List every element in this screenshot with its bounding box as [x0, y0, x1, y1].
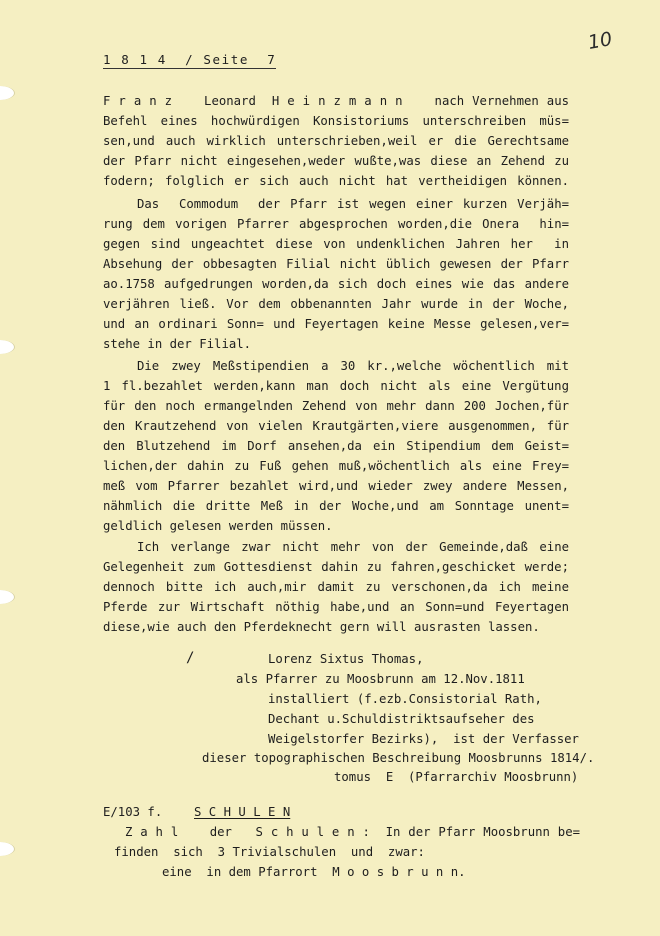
text-line: eine in dem Pfarrort M o o s b r u n n. [162, 865, 466, 879]
note-line: dieser topographischen Beschreibung Moosbrunns 1814/. [202, 751, 595, 765]
text-line: rung dem vorigen Pfarrer abgesprochen worden,die Onera hin= [103, 217, 569, 231]
text-line: lichen,der dahin zu Fuß gehen muß,wöchentlich als eine Frey= [103, 459, 569, 473]
section-title: S C H U L E N [194, 805, 291, 819]
text-line: Absehung der obbesagten Filial nicht üblich gewesen der Pfarr [103, 257, 569, 271]
punch-hole [0, 86, 15, 100]
text-line: finden sich 3 Trivialschulen und zwar: [114, 845, 425, 859]
folio-number: 10 [586, 28, 614, 54]
note-line: tomus E (Pfarrarchiv Moosbrunn) [334, 770, 579, 784]
text-line: dennoch bitte ich auch,mir damit zu verschonen,da ich meine [103, 580, 569, 594]
punch-hole [0, 340, 15, 354]
note-line: installiert (f.ezb.Consistorial Rath, [268, 692, 542, 706]
note-line: Dechant u.Schuldistriktsaufseher des [268, 712, 535, 726]
punch-hole [0, 590, 15, 604]
page-header: 1 8 1 4 / Seite 7 [103, 52, 277, 67]
text-line: ao.1758 aufgedrungen worden,da sich doch eines wie das andere [103, 277, 569, 291]
text-line: gegen sind ungeachtet diese von undenklichen Jahren her in [103, 237, 569, 251]
text-line: verjähren ließ. Vor dem obbenannten Jahr wurde in der Woche, [103, 297, 569, 311]
text-line: sen,und auch wirklich unterschrieben,weil er die Gerechtsame [103, 134, 569, 148]
text-line: und an ordinari Sonn= und Feyertagen keine Messe gelesen,ver= [103, 317, 569, 331]
text-line: der Pfarr nicht eingesehen,weder wußte,was diese an Zehend zu [103, 154, 569, 168]
text-line: den Blutzehend im Dorf ansehen,da ein Stipendium dem Geist= [103, 439, 569, 453]
section-reference: E/103 f. [103, 805, 163, 819]
text-line: für den noch ermangelnden Zehend von mehr dann 200 Jochen,für [103, 399, 569, 413]
text-line: fodern; folglich er sich auch nicht hat vertheidigen können. [103, 174, 569, 188]
text-line: Gelegenheit zum Gottesdienst dahin zu fahren,geschicket werde; [103, 560, 569, 574]
text-line: Die zwey Meßstipendien a 30 kr.,welche wöchentlich mit [137, 359, 569, 373]
text-line: Z a h l der S c h u l e n : In der Pfarr Moosbrunn be= [125, 825, 580, 839]
punch-hole [0, 842, 15, 856]
text-line: 1 fl.bezahlet werden,kann man doch nicht als eine Vergütung [103, 379, 569, 393]
text-line: Befehl eines hochwürdigen Konsistoriums unterschreiben müs= [103, 114, 569, 128]
text-line: nähmlich die dritte Meß in der Woche,und am Sonntage unent= [103, 499, 569, 513]
text-line: Ich verlange zwar nicht mehr von der Gemeinde,daß eine [137, 540, 569, 554]
note-line: als Pfarrer zu Moosbrunn am 12.Nov.1811 [236, 672, 525, 686]
note-line: Lorenz Sixtus Thomas, [268, 652, 424, 666]
slash-mark: / [186, 650, 195, 666]
text-line: Pferde zur Wirtschaft nöthig habe,und an Sonn=und Feyertagen [103, 600, 569, 614]
text-line: meß vom Pfarrer bezahlet wird,und wieder zwey andere Messen, [103, 479, 569, 493]
text-line: F r a n z Leonard H e i n z m a n n nach Vernehmen aus [103, 94, 569, 108]
text-line: Das Commodum der Pfarr ist wegen einer kurzen Verjäh= [137, 197, 569, 211]
text-line: den Krautzehend von vielen Krautgärten,viere ausgenommen, für [103, 419, 569, 433]
text-line: diese,wie auch den Pferdeknecht gern will ausrasten lassen. [103, 620, 540, 634]
text-line: stehe in der Filial. [103, 337, 252, 351]
note-line: Weigelstorfer Bezirks), ist der Verfasser [268, 732, 579, 746]
text-line: geldlich gelesen werden müssen. [103, 519, 333, 533]
